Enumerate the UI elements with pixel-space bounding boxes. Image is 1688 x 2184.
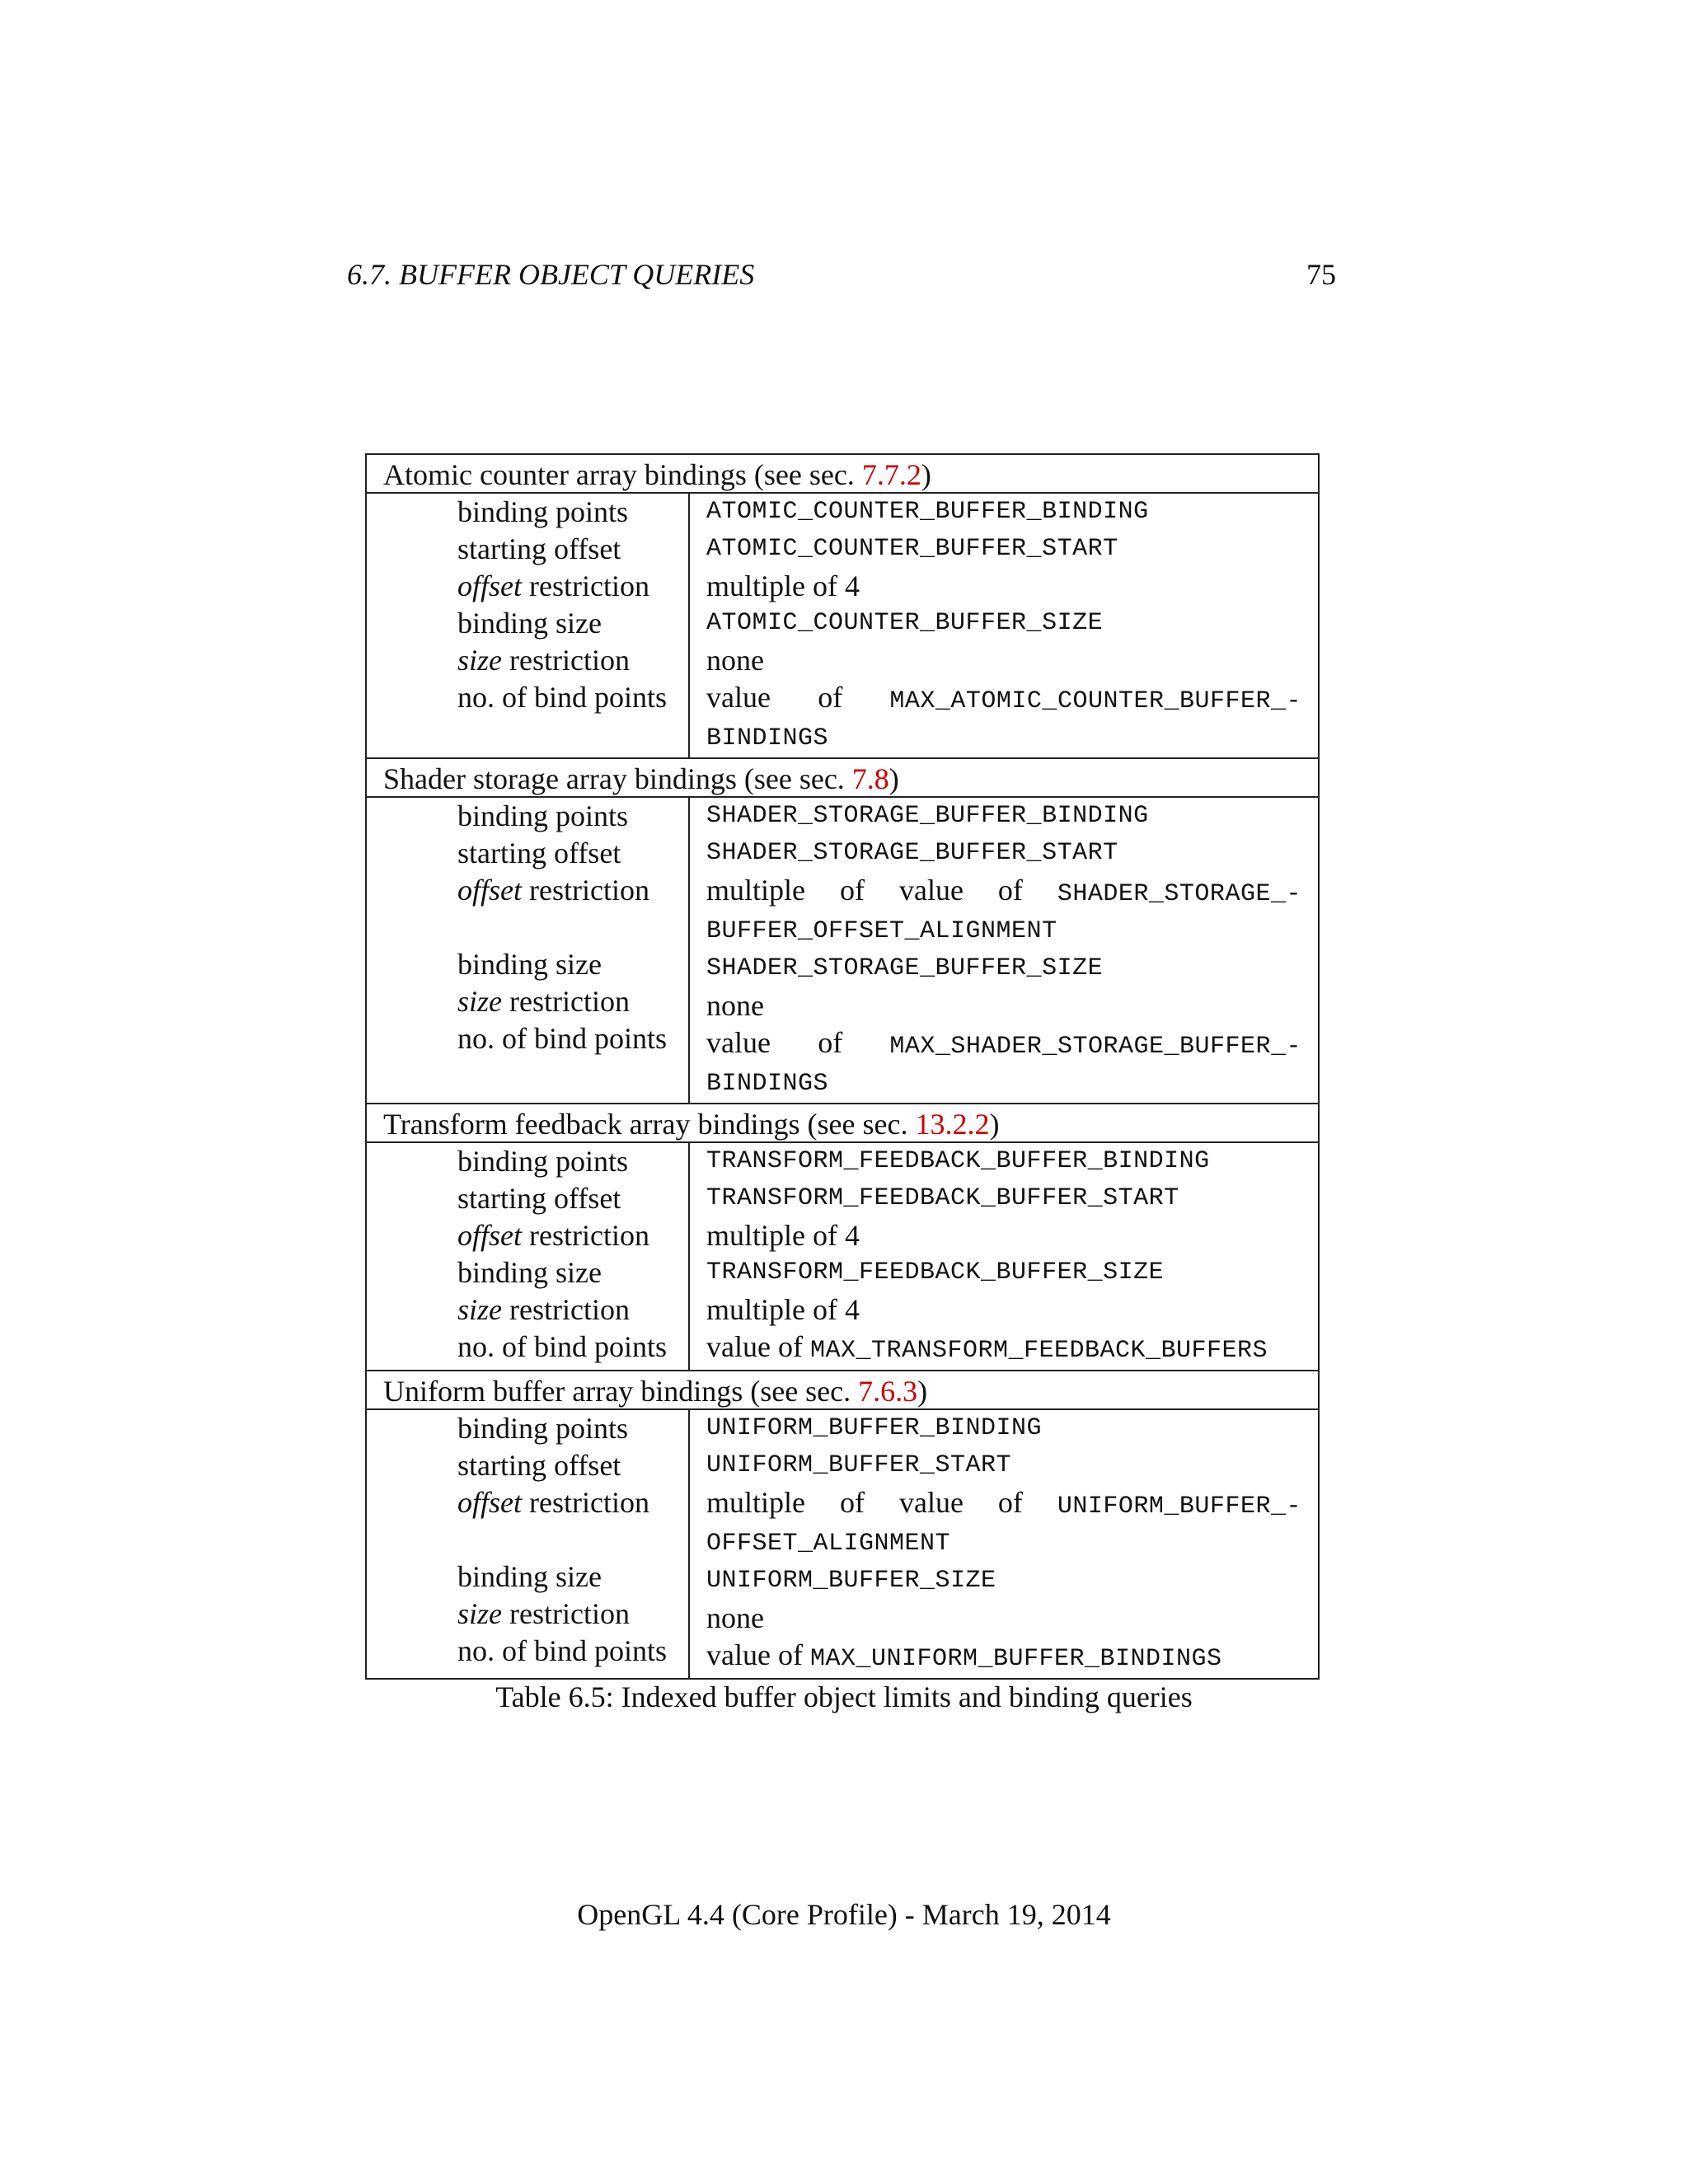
row-value: SHADER_STORAGE_BUFFER_SIZE [706, 954, 1104, 982]
section-title-close: ) [921, 458, 931, 491]
row-label: size restriction [457, 1293, 630, 1326]
section-header-uniform-buffer [366, 1371, 1319, 1409]
row-label: starting offset [457, 837, 621, 869]
section-title-close: ) [989, 1108, 1000, 1141]
row-value: SHADER_STORAGE_BUFFER_START [706, 839, 1118, 867]
section-ref-link[interactable]: 13.2.2 [915, 1108, 990, 1141]
row-label: binding size [457, 607, 602, 640]
section-header-transform-feedback [366, 1104, 1319, 1142]
row-value: TRANSFORM_FEEDBACK_BUFFER_SIZE [706, 1258, 1165, 1286]
row-value: TRANSFORM_FEEDBACK_BUFFER_START [706, 1184, 1179, 1212]
section-body-atomic [366, 493, 1319, 758]
page-header [347, 257, 1336, 298]
row-label: no. of bind points [457, 1634, 668, 1667]
row-value: ATOMIC_COUNTER_BUFFER_BINDING [706, 498, 1149, 526]
row-value: UNIFORM_BUFFER_START [706, 1451, 1012, 1479]
row-label: offset restriction [457, 1219, 649, 1252]
section-ref-link[interactable]: 7.6.3 [858, 1375, 918, 1408]
row-value: multiple of value of SHADER_STORAGE_- BUFFER_OFFSET_ALIGNMENT [706, 874, 1301, 945]
row-label: size restriction [457, 1597, 630, 1630]
section-title: Atomic counter array bindings (see sec. [383, 458, 862, 491]
row-label: starting offset [457, 1182, 621, 1215]
row-label: no. of bind points [457, 1330, 668, 1363]
page-footer: OpenGL 4.4 (Core Profile) - March 19, 2014 [577, 1898, 1111, 1931]
row-value: multiple of 4 [706, 1219, 860, 1252]
section-title: Transform feedback array bindings (see sec. [383, 1108, 916, 1141]
row-label: no. of bind points [457, 1022, 668, 1055]
row-value: UNIFORM_BUFFER_SIZE [706, 1567, 996, 1595]
row-value: multiple of 4 [706, 569, 860, 602]
section-title-close: ) [889, 762, 899, 795]
section-body-transform-feedback [366, 1142, 1319, 1371]
label-column [366, 493, 689, 758]
row-label: binding points [457, 1145, 629, 1178]
section-ref-link[interactable]: 7.7.2 [861, 458, 921, 491]
row-value: none [706, 989, 764, 1022]
running-head: 6.7. BUFFER OBJECT QUERIES [347, 258, 755, 291]
table-caption: Table 6.5: Indexed buffer object limits and binding queries [495, 1680, 1193, 1713]
row-value: ATOMIC_COUNTER_BUFFER_START [706, 535, 1118, 563]
value-column [689, 797, 1319, 1104]
section-body-shader-storage [366, 797, 1319, 1104]
label-column [366, 1409, 689, 1679]
label-column [366, 1142, 689, 1371]
row-value: value of MAX_TRANSFORM_FEEDBACK_BUFFERS [706, 1330, 1268, 1365]
row-value: multiple of 4 [706, 1293, 860, 1326]
row-label: starting offset [457, 1449, 621, 1482]
row-label: binding points [457, 1412, 629, 1445]
row-label: binding points [457, 495, 629, 528]
page-number: 75 [1306, 258, 1336, 291]
row-value: multiple of value of UNIFORM_BUFFER_- OFFSET_ALIGNMENT [706, 1486, 1301, 1558]
section-body-uniform-buffer [366, 1409, 1319, 1679]
section-title: Uniform buffer array bindings (see sec. [383, 1375, 859, 1408]
section-ref-link[interactable]: 7.8 [851, 762, 889, 795]
row-value: value of MAX_UNIFORM_BUFFER_BINDINGS [706, 1638, 1222, 1673]
row-label: size restriction [457, 644, 630, 677]
row-label: offset restriction [457, 874, 649, 907]
row-label: offset restriction [457, 569, 649, 602]
row-value: none [706, 644, 764, 677]
value-column [689, 493, 1319, 758]
indexed-buffer-limits-table [365, 453, 1320, 1680]
section-title: Shader storage array bindings (see sec. [383, 762, 852, 795]
row-value: SHADER_STORAGE_BUFFER_BINDING [706, 802, 1149, 830]
row-label: binding size [457, 948, 602, 981]
row-label: binding size [457, 1560, 602, 1593]
row-label: size restriction [457, 985, 630, 1018]
section-title-close: ) [917, 1375, 928, 1408]
row-label: binding points [457, 799, 629, 832]
value-column [689, 1142, 1319, 1371]
row-label: offset restriction [457, 1486, 649, 1519]
section-header-shader-storage [366, 758, 1319, 797]
row-value: value of MAX_SHADER_STORAGE_BUFFER_- BINDINGS [706, 1026, 1301, 1098]
label-column [366, 797, 689, 1104]
row-value: value of MAX_ATOMIC_COUNTER_BUFFER_- BINDINGS [706, 681, 1301, 752]
row-label: starting offset [457, 532, 621, 565]
row-value: ATOMIC_COUNTER_BUFFER_SIZE [706, 609, 1104, 637]
row-label: no. of bind points [457, 681, 668, 714]
row-label: binding size [457, 1256, 602, 1289]
row-value: TRANSFORM_FEEDBACK_BUFFER_BINDING [706, 1147, 1210, 1175]
value-column [689, 1409, 1319, 1679]
section-header-atomic [366, 454, 1319, 493]
row-value: UNIFORM_BUFFER_BINDING [706, 1414, 1043, 1442]
row-value: none [706, 1601, 764, 1634]
